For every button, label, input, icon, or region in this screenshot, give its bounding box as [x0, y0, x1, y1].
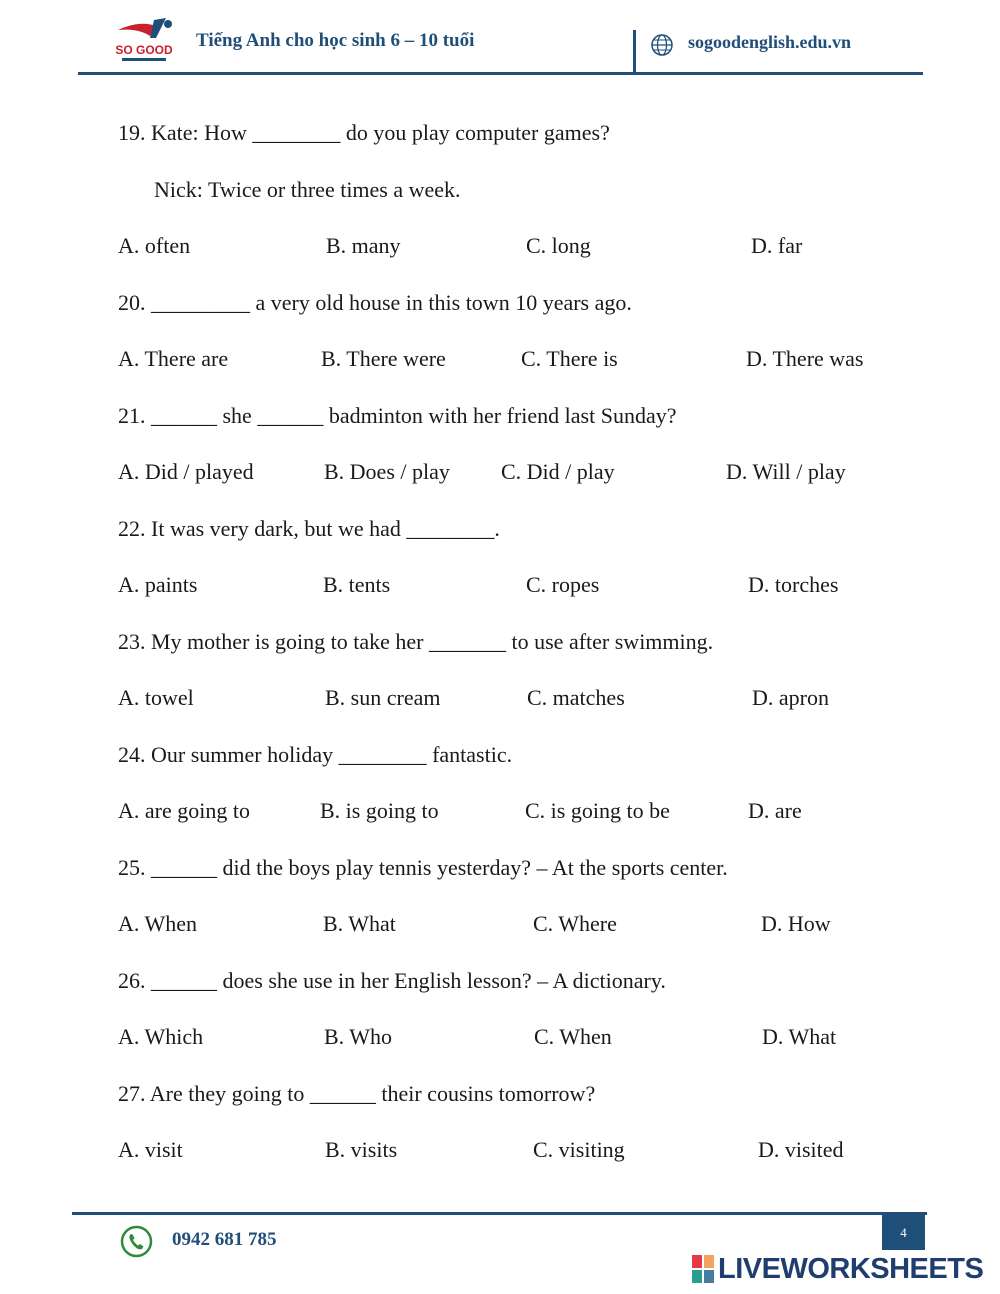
option-d[interactable]: D. torches: [748, 572, 839, 597]
option-a[interactable]: A. towel: [118, 685, 194, 710]
header-title: Tiếng Anh cho học sinh 6 – 10 tuổi: [196, 30, 475, 51]
answer-options-row: [118, 1019, 918, 1076]
phone-number[interactable]: 0942 681 785: [172, 1229, 277, 1250]
liveworksheets-brand: [692, 1252, 992, 1286]
option-a[interactable]: A. often: [118, 233, 191, 258]
question-dialogue-line: Nick: Twice or three times a week.: [154, 176, 461, 202]
option-d[interactable]: D. There was: [746, 346, 864, 371]
phone-icon: [120, 1225, 153, 1258]
header-rule: [78, 72, 923, 75]
option-d[interactable]: D. apron: [752, 685, 829, 710]
answer-options-row: [118, 228, 918, 285]
header-divider: [633, 30, 636, 74]
option-d[interactable]: D. Will / play: [726, 459, 846, 484]
so-good-logo: [110, 16, 178, 66]
answer-options-row: [118, 567, 918, 624]
answer-options-row: [118, 454, 918, 511]
option-b[interactable]: B. Who: [324, 1024, 393, 1049]
answer-options-row: [118, 793, 918, 850]
question-stem: 19. Kate: How ________ do you play computer games?: [118, 120, 610, 145]
option-d[interactable]: D. What: [762, 1024, 837, 1049]
answer-options-row: [118, 341, 918, 398]
option-b[interactable]: B. What: [323, 911, 396, 936]
option-a[interactable]: A. Which: [118, 1024, 204, 1049]
option-a[interactable]: A. When: [118, 911, 198, 936]
option-a[interactable]: A. There are: [118, 346, 229, 371]
question-stem: 25. ______ did the boys play tennis yesterday? – At the sports center.: [118, 854, 728, 880]
option-b[interactable]: B. There were: [321, 346, 446, 371]
option-d[interactable]: D. far: [751, 233, 803, 258]
logo-text: SO GOOD: [115, 43, 173, 57]
header-website[interactable]: sogoodenglish.edu.vn: [688, 32, 852, 52]
option-b[interactable]: B. is going to: [320, 798, 439, 823]
option-c[interactable]: C. ropes: [526, 572, 600, 597]
answer-options-row: [118, 680, 918, 737]
page-header: [0, 0, 1000, 80]
question-stem: 27. Are they going to ______ their cousins tomorrow?: [118, 1080, 596, 1106]
option-c[interactable]: C. is going to be: [525, 798, 670, 823]
option-a[interactable]: A. visit: [118, 1137, 183, 1162]
option-c[interactable]: C. Where: [533, 911, 617, 936]
option-c[interactable]: C. visiting: [533, 1137, 625, 1162]
option-b[interactable]: B. visits: [325, 1137, 398, 1162]
answer-options-row: [118, 1132, 918, 1189]
option-b[interactable]: B. many: [326, 233, 401, 258]
option-c[interactable]: C. matches: [527, 685, 625, 710]
worksheet-content: [118, 115, 918, 1189]
page-number: 4: [882, 1214, 925, 1250]
option-d[interactable]: D. are: [748, 798, 802, 823]
answer-options-row: [118, 906, 918, 963]
option-d[interactable]: D. visited: [758, 1137, 844, 1162]
option-c[interactable]: C. There is: [521, 346, 618, 371]
option-d[interactable]: D. How: [761, 911, 831, 936]
option-a[interactable]: A. are going to: [118, 798, 250, 823]
option-b[interactable]: B. Does / play: [324, 459, 450, 484]
question-stem: 21. ______ she ______ badminton with her friend last Sunday?: [118, 402, 677, 428]
globe-icon: [650, 33, 674, 57]
option-c[interactable]: C. long: [526, 233, 591, 258]
option-a[interactable]: A. Did / played: [118, 459, 254, 484]
question-stem: 23. My mother is going to take her _______ to use after swimming.: [118, 628, 714, 654]
option-c[interactable]: C. Did / play: [501, 459, 615, 484]
question-stem: 22. It was very dark, but we had ________.: [118, 515, 500, 541]
footer-rule: [72, 1212, 927, 1215]
option-c[interactable]: C. When: [534, 1024, 612, 1049]
liveworksheets-logo-icon: [692, 1255, 714, 1285]
option-a[interactable]: A. paints: [118, 572, 198, 597]
question-stem: 20. _________ a very old house in this town 10 years ago.: [118, 289, 632, 315]
liveworksheets-text: LIVEWORKSHEETS: [718, 1253, 984, 1285]
option-b[interactable]: B. sun cream: [325, 685, 441, 710]
question-stem: 24. Our summer holiday ________ fantastic.: [118, 741, 513, 767]
option-b[interactable]: B. tents: [323, 572, 391, 597]
question-stem: 26. ______ does she use in her English lesson? – A dictionary.: [118, 967, 666, 993]
